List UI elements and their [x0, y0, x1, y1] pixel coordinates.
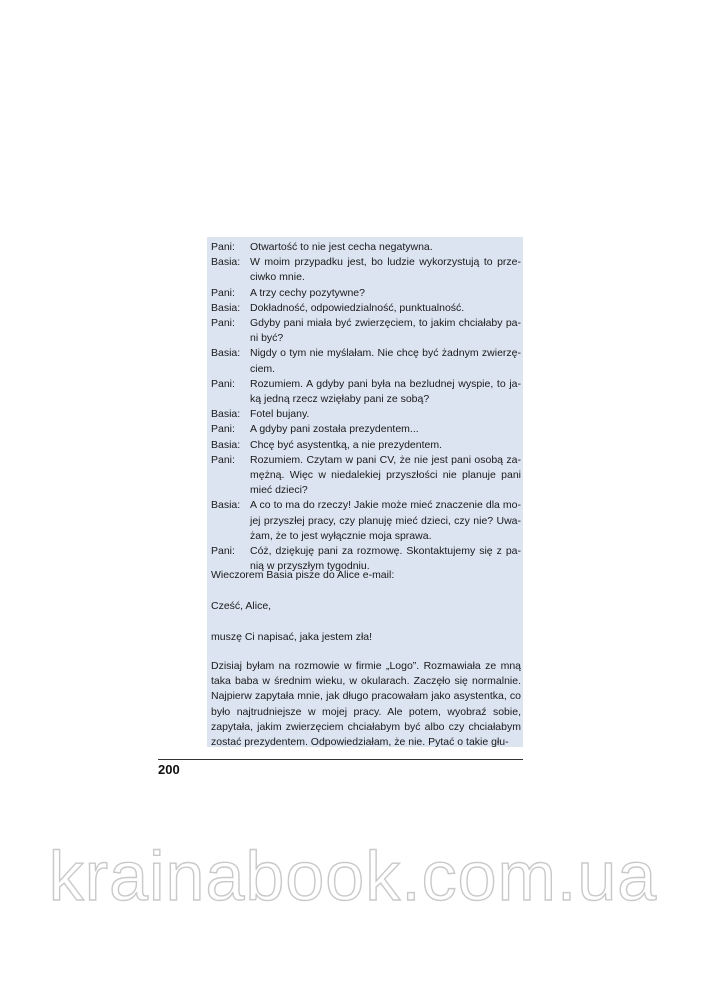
dialogue-line	[211, 286, 521, 301]
speech: Gdyby pani miała być zwierzęciem, to jakim chciałaby pa-ni być?	[250, 317, 521, 345]
dialogue-line	[211, 438, 521, 453]
speaker: Basia:	[211, 438, 241, 451]
speech: Chcę być asystentką, a nie prezydentem.	[250, 438, 443, 451]
page-number: 200	[158, 762, 180, 777]
footer-rule	[158, 759, 523, 760]
email-intro: Wieczorem Basia pisze do Alice e-mail:	[211, 569, 395, 581]
speech: A co to ma do rzeczy! Jakie może mieć znaczenie dla mo-jej przyszłej pracy, czy planuję mieć dzieci, czy nie? Uwa-żam, że to jest wyłącznie moja sprawa.	[250, 499, 521, 542]
speaker: Pani:	[211, 545, 235, 558]
dialogue-line	[211, 453, 521, 499]
speech: Otwartość to nie jest cecha negatywna.	[250, 241, 433, 253]
speech: A trzy cechy pozytywne?	[250, 286, 365, 299]
dialogue-line	[211, 316, 521, 346]
email-paragraph: Dzisiaj byłam na rozmowie w firmie „Logo”. Rozmawiała ze mną taka baba w średnim wieku, w okularach. Zaczęło się normalnie. Najpierw zapytała mnie, jak długo pracowałam jako asystentka, co było najtrudniejsze w mojej pracy. Ale potem, wyobraź sobie, zapytała, jakim zwierzęciem chciałabym być albo czy chciałabym zostać prezydentem. Odpowiedziałam, że nie. Pytać o takie głu-	[211, 660, 521, 749]
page-text-panel	[207, 237, 523, 747]
speech: Dokładność, odpowiedzialność, punktualność.	[250, 301, 465, 314]
speech: Rozumiem. A gdyby pani była na bezludnej wyspie, to ja-ką jedną rzecz wzięłaby pani ze sobą?	[250, 377, 521, 406]
speech: Fotel bujany.	[250, 408, 310, 421]
dialogue-line	[211, 422, 521, 437]
speaker: Basia:	[211, 256, 241, 269]
speaker: Pani:	[211, 317, 235, 330]
speaker: Pani:	[211, 286, 235, 299]
speaker: Pani:	[211, 423, 235, 436]
speech: W moim przypadku jest, bo ludzie wykorzystują to prze-ciwko mnie.	[250, 256, 521, 284]
speaker: Basia:	[211, 347, 241, 360]
email-greeting: Cześć, Alice,	[211, 600, 272, 612]
dialogue	[211, 240, 521, 574]
dialogue-line	[211, 498, 521, 544]
dialogue-line	[211, 240, 521, 255]
email-opening-line: muszę Ci napisać, jaka jestem zła!	[211, 631, 373, 643]
speech: A gdyby pani została prezydentem...	[250, 423, 419, 436]
speaker: Basia:	[211, 499, 241, 512]
watermark: krainabook.com.ua	[48, 837, 658, 915]
dialogue-line	[211, 407, 521, 422]
speech: Cóż, dziękuję pani za rozmowę. Skontaktujemy się z pa-nią w przyszłym tygodniu.	[250, 545, 521, 573]
dialogue-line	[211, 255, 521, 285]
speech: Rozumiem. Czytam w pani CV, że nie jest pani osobą za-mężną. Więc w niedalekiej przyszłości nie planuje pani mieć dzieci?	[250, 453, 521, 497]
speaker: Pani:	[211, 241, 235, 253]
speech: Nigdy o tym nie myślałam. Nie chcę być żadnym zwierzę-ciem.	[250, 347, 521, 375]
dialogue-line	[211, 377, 521, 407]
speaker: Basia:	[211, 301, 241, 314]
dialogue-line	[211, 301, 521, 316]
speaker: Pani:	[211, 377, 235, 390]
speaker: Basia:	[211, 408, 241, 421]
speaker: Pani:	[211, 453, 235, 466]
dialogue-line	[211, 346, 521, 376]
